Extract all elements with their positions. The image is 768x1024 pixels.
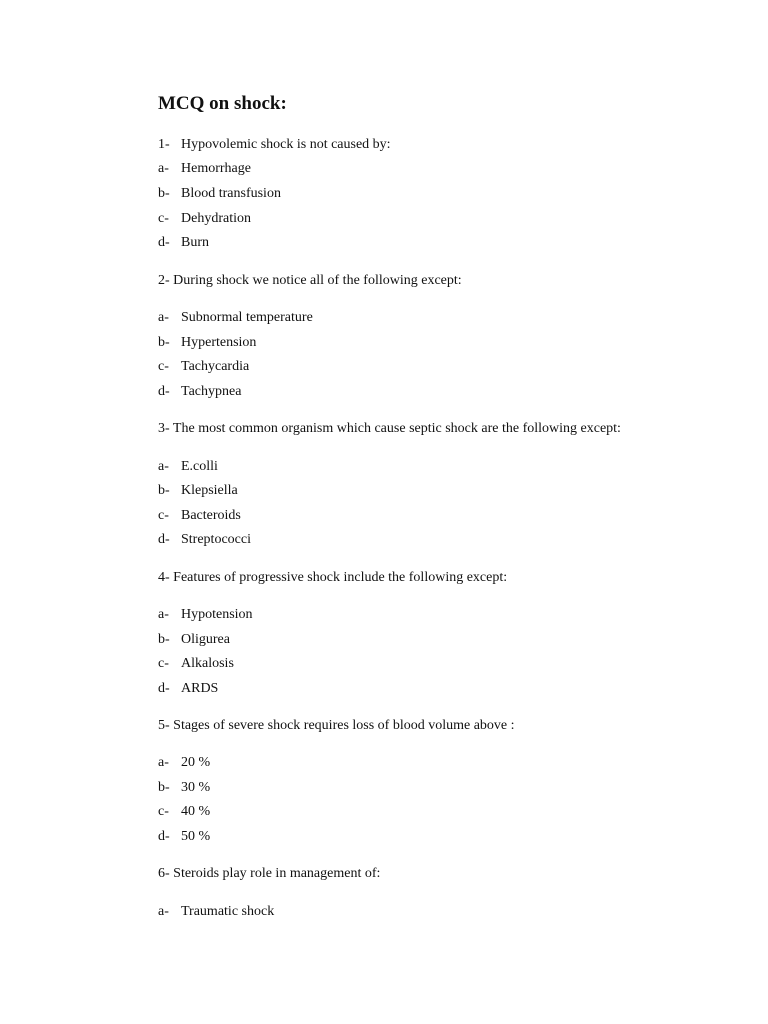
option-letter: c-: [158, 211, 169, 226]
question-text: Hypovolemic shock is not caused by:: [181, 137, 391, 152]
option-text: E.colli: [181, 459, 218, 474]
option-text: Oligurea: [181, 632, 230, 647]
question-1-option-d: [158, 234, 209, 252]
option-letter: c-: [158, 656, 169, 671]
option-letter: d-: [158, 384, 170, 399]
question-4-option-a: [158, 606, 253, 624]
option-letter: b-: [158, 186, 170, 201]
question-3-option-d: [158, 531, 251, 549]
question-2-option-b: [158, 334, 256, 352]
option-letter: d-: [158, 829, 170, 844]
question-5-prompt: [158, 717, 515, 735]
question-4-option-b: [158, 631, 230, 649]
option-text: Hemorrhage: [181, 161, 251, 176]
option-letter: b-: [158, 335, 170, 350]
option-text: Bacteroids: [181, 508, 241, 523]
option-text: 20 %: [181, 755, 211, 770]
question-number: 1-: [158, 137, 170, 152]
question-text: During shock we notice all of the following except:: [173, 273, 462, 288]
question-3-option-a: [158, 458, 218, 476]
option-text: Hypotension: [181, 607, 253, 622]
question-3-option-b: [158, 482, 238, 500]
option-text: 30 %: [181, 780, 211, 795]
question-text: Features of progressive shock include the following except:: [173, 570, 508, 585]
question-5-option-c: [158, 803, 210, 821]
option-letter: a-: [158, 161, 169, 176]
question-1-option-c: [158, 210, 251, 228]
question-text: Stages of severe shock requires loss of blood volume above :: [173, 718, 515, 733]
option-letter: a-: [158, 904, 169, 919]
question-number: 2-: [158, 273, 170, 288]
question-3-option-c: [158, 507, 241, 525]
option-text: 40 %: [181, 804, 211, 819]
question-number: 5-: [158, 718, 170, 733]
option-letter: c-: [158, 359, 169, 374]
question-number: 4-: [158, 570, 170, 585]
option-letter: a-: [158, 310, 169, 325]
option-text: Burn: [181, 235, 209, 250]
question-1-prompt: [158, 136, 391, 154]
question-number: 6-: [158, 866, 170, 881]
question-text: Steroids play role in management of:: [173, 866, 381, 881]
question-6-option-a: [158, 903, 274, 921]
option-text: Hypertension: [181, 335, 257, 350]
option-letter: a-: [158, 459, 169, 474]
option-letter: b-: [158, 780, 170, 795]
question-2-option-a: [158, 309, 313, 327]
question-4-option-c: [158, 655, 234, 673]
option-letter: d-: [158, 681, 170, 696]
option-text: Tachycardia: [181, 359, 250, 374]
option-letter: d-: [158, 235, 170, 250]
question-1-option-b: [158, 185, 281, 203]
option-text: Klepsiella: [181, 483, 238, 498]
question-number: 3-: [158, 421, 170, 436]
option-letter: c-: [158, 508, 169, 523]
question-4-option-d: [158, 680, 218, 698]
option-letter: b-: [158, 483, 170, 498]
question-6-prompt: [158, 865, 380, 883]
question-5-option-d: [158, 828, 210, 846]
question-2-option-c: [158, 358, 249, 376]
question-4-prompt: [158, 569, 507, 587]
option-letter: a-: [158, 755, 169, 770]
option-text: Blood transfusion: [181, 186, 281, 201]
option-letter: b-: [158, 632, 170, 647]
option-letter: c-: [158, 804, 169, 819]
option-text: 50 %: [181, 829, 211, 844]
option-text: Alkalosis: [181, 656, 234, 671]
option-text: Dehydration: [181, 211, 251, 226]
question-1-option-a: [158, 160, 251, 178]
option-text: Traumatic shock: [181, 904, 275, 919]
page-title: MCQ on shock:: [158, 93, 287, 114]
question-3-prompt: [158, 420, 621, 438]
question-2-prompt: [158, 272, 462, 290]
option-text: Tachypnea: [181, 384, 242, 399]
option-text: Streptococci: [181, 532, 251, 547]
question-text: The most common organism which cause septic shock are the following except:: [172, 421, 621, 436]
question-5-option-b: [158, 779, 210, 797]
option-letter: a-: [158, 607, 169, 622]
option-text: ARDS: [181, 681, 219, 696]
option-text: Subnormal temperature: [181, 310, 313, 325]
question-2-option-d: [158, 383, 241, 401]
question-5-option-a: [158, 754, 210, 772]
option-letter: d-: [158, 532, 170, 547]
